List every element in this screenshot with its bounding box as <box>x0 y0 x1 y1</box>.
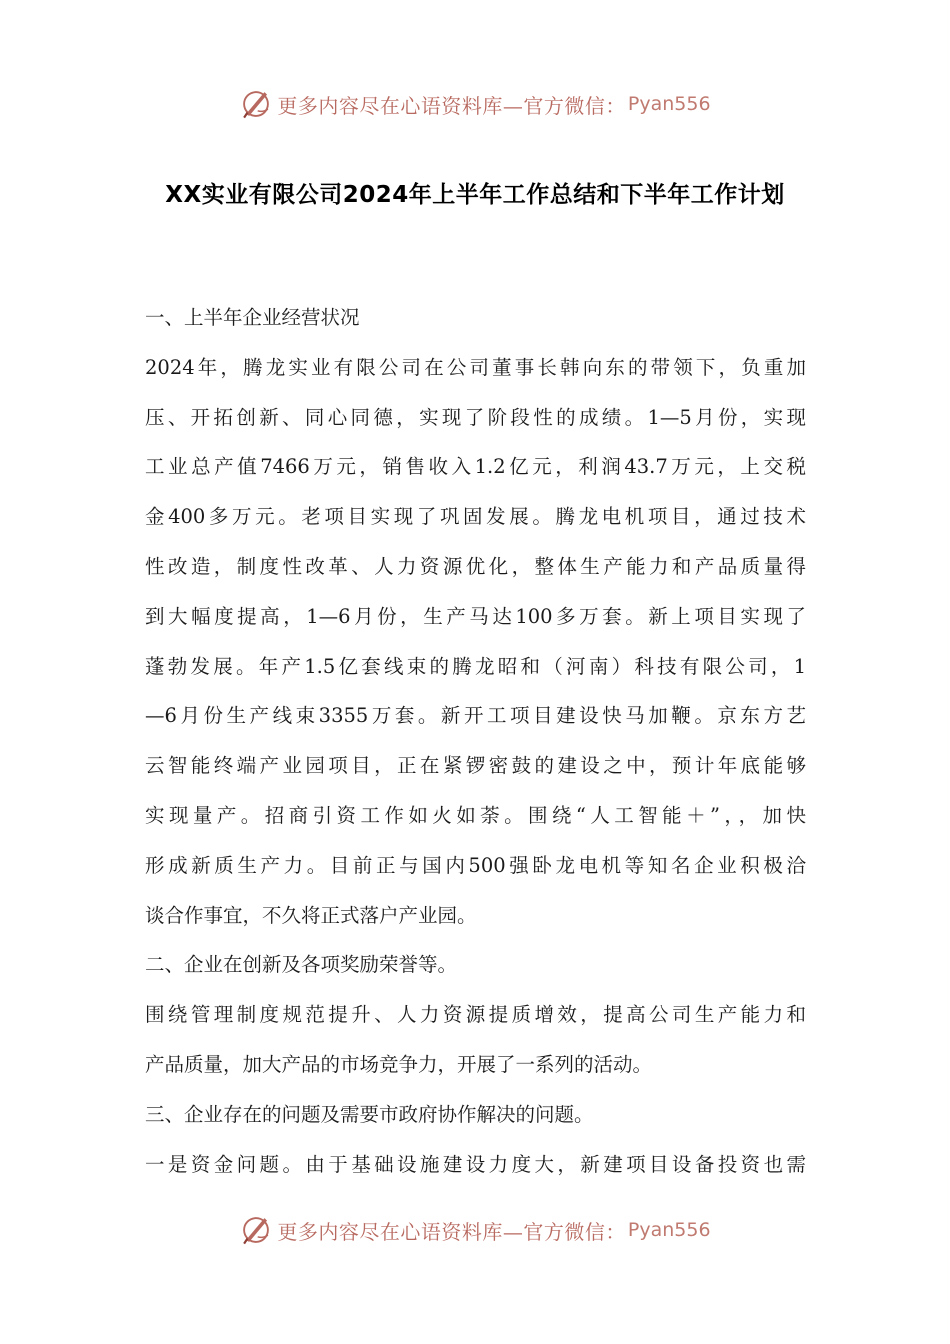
watermark-header <box>0 82 950 126</box>
body-line: 围绕管理制度规范提升、人力资源提质增效，提高公司生产能力和 <box>145 1003 806 1027</box>
section-heading: 一、上半年企业经营状况 <box>145 306 360 329</box>
section-heading: 三、企业存在的问题及需要市政府协作解决的问题。 <box>145 1102 594 1126</box>
body-line: 产品质量，加大产品的市场竞争力，开展了一系列的活动。 <box>145 1052 653 1076</box>
body-line: —6月份生产线束3355万套。新开工项目建设快马加鞭。京东方艺 <box>145 704 806 728</box>
watermark-footer <box>0 1208 950 1252</box>
body-line: 形成新质生产力。目前正与国内500强卧龙电机等知名企业积极洽 <box>145 853 806 877</box>
document-body <box>145 293 806 1189</box>
body-line: 谈合作事宜，不久将正式落户产业园。 <box>145 903 477 927</box>
body-line: 压、开拓创新、同心同德，实现了阶段性的成绩。1—5月份，实现 <box>145 405 806 429</box>
body-line: 实现量产。招商引资工作如火如荼。围绕“人工智能＋”，，加快 <box>145 803 806 827</box>
body-line: 金400多万元。老项目实现了巩固发展。腾龙电机项目，通过技术 <box>145 505 806 529</box>
document-title: XX实业有限公司2024年上半年工作总结和下半年工作计划 <box>165 182 785 208</box>
watermark-wechat-id: Pyan556 <box>627 93 711 115</box>
body-line: 性改造，制度性改革、人力资源优化，整体生产能力和产品质量得 <box>145 554 806 578</box>
body-line: 工业总产值7466万元，销售收入1.2亿元，利润43.7万元，上交税 <box>145 455 806 479</box>
watermark-text: 更多内容尽在心语资料库—官方微信： <box>277 93 626 118</box>
body-line: 蓬勃发展。年产1.5亿套线束的腾龙昭和（河南）科技有限公司，1 <box>145 654 806 678</box>
body-line: 云智能终端产业园项目，正在紧锣密鼓的建设之中，预计年底能够 <box>145 754 806 778</box>
watermark-wechat-id: Pyan556 <box>627 1219 711 1241</box>
section-heading: 二、企业在创新及各项奖励荣誉等。 <box>145 953 458 977</box>
body-line: 一是资金问题。由于基础设施建设力度大，新建项目设备投资也需 <box>145 1152 806 1176</box>
body-line: 到大幅度提高，1—6月份，生产马达100多万套。新上项目实现了 <box>145 604 806 628</box>
quill-pen-logo-icon <box>239 87 273 121</box>
body-line: 2024年，腾龙实业有限公司在公司董事长韩向东的带领下，负重加 <box>145 355 806 379</box>
watermark-text: 更多内容尽在心语资料库—官方微信： <box>277 1219 626 1244</box>
quill-pen-logo-icon <box>239 1213 273 1247</box>
